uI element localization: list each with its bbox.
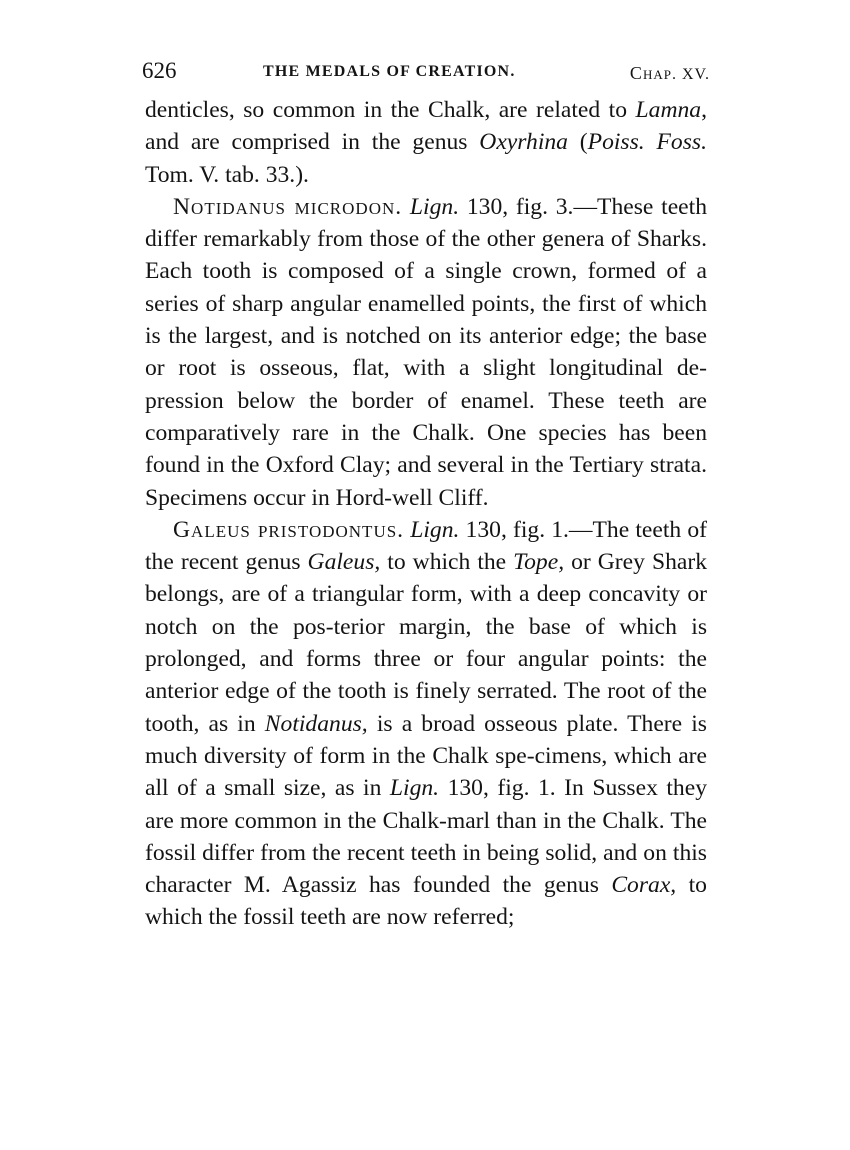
italic-text: Lamna — [635, 97, 702, 123]
italic-text: Tope, — [513, 549, 565, 576]
text-run: ( — [567, 129, 588, 156]
text-run: to which the — [380, 549, 514, 576]
italic-text: Poiss. Foss. — [587, 129, 707, 156]
text-run: 130, fig. 1. In Sussex they are more common in the Chalk-marl than in the Chalk. The fossil differ from the recent teeth in being solid, and on this character M. Agassiz has founded the genus — [145, 775, 707, 899]
species-name: Galeus pristodontus. — [173, 516, 405, 543]
italic-text: Lign. — [410, 516, 460, 543]
running-head — [142, 58, 710, 94]
book-page — [142, 58, 710, 934]
italic-text: Lign. — [409, 193, 460, 220]
running-title: THE MEDALS OF CREATION. — [263, 63, 516, 80]
text-run: Tom. V. tab. 33.). — [145, 161, 309, 188]
text-run: to which the fossil teeth are now referred; — [145, 872, 707, 931]
text-run: 130, fig. 1.—The teeth of the recent genus — [145, 516, 707, 576]
paragraph — [145, 191, 707, 514]
chapter-label-caps: HAP — [642, 67, 672, 82]
text-run — [402, 194, 410, 220]
italic-text: Lign. — [389, 775, 440, 802]
chapter-label — [630, 63, 710, 84]
text-run: denticles, so common in the Chalk, are related to — [145, 97, 636, 123]
species-name: Notidanus microdon. — [173, 193, 403, 220]
page-number: 626 — [142, 58, 177, 83]
italic-text: Galeus, — [307, 549, 381, 576]
paragraph — [145, 94, 707, 191]
text-run: , and are comprised in the genus — [145, 97, 707, 156]
text-run: 130, fig. 3.—These teeth differ remarkably from those of the other genera of Sharks. Each tooth is composed of a single crown, formed of a series of sharp angular enamelled points, the first of which is the largest, and is notched on its anterior edge; the base or root is osseous, flat, with a slight longitudinal de-pression below the border of enamel. These teeth are comparatively rare in the Chalk. One species has been found in the Oxford Clay; and several in the Tertiary strata. Specimens occur in Hord-well Cliff. — [145, 193, 707, 511]
paragraph — [145, 514, 707, 934]
italic-text: Oxyrhina — [479, 129, 568, 156]
text-run: is a broad osseous plate. There is much diversity of form in the Chalk spe-cimens, which are all of a small size, as in — [145, 710, 707, 802]
chapter-label-initial: C — [629, 63, 643, 83]
italic-text: Corax, — [611, 872, 677, 899]
text-run: or Grey Shark belongs, are of a triangular form, with a deep concavity or notch on the pos-terior margin, the base of which is prolonged, and forms three or four angular points: the anterior edge of the tooth is finely serrated. The root of the tooth, as in — [145, 549, 707, 737]
italic-text: Notidanus, — [264, 710, 368, 737]
body-text — [145, 94, 707, 934]
chapter-label-number: . XV. — [671, 66, 710, 83]
